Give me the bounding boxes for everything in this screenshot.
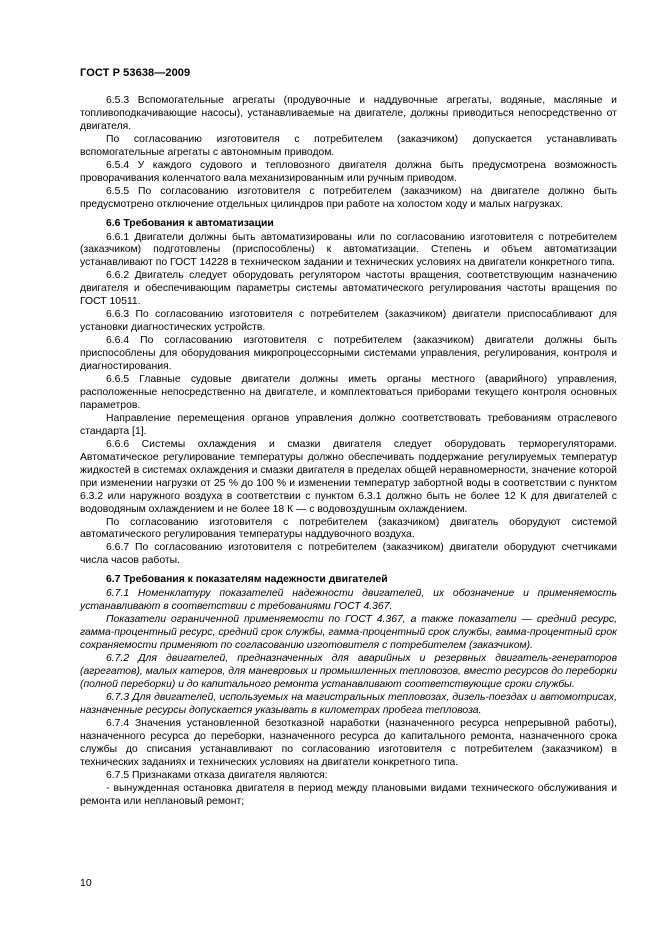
paragraph-6-6-1: 6.6.1 Двигатели должны быть автоматизированы или по согласованию изготовителя с потребителем (заказчиком) подготовлены (приспособлены) к автоматизации. Степень и объем автоматизации устанавливают по ГОСТ 14228 в техническом задании и технических условиях на двигатели конкретного типа. bbox=[80, 231, 617, 269]
page-number: 10 bbox=[80, 877, 92, 889]
paragraph-6-7-2: 6.7.2 Для двигателей, предназначенных для аварийных и резервных двигатель-генераторов (агрегатов), малых катеров, для маневровых и промышленных тепловозов, вместо ресурсов до переборки (полной переборки) и до капитального ремонта устанавливают соответствующие сроки службы. bbox=[80, 653, 617, 690]
paragraph-6-6-7: 6.6.7 По согласованию изготовителя с потребителем (заказчиком) двигатели оборудуют счетчиками числа часов работы. bbox=[80, 542, 617, 567]
paragraph-6-5-3: 6.5.3 Вспомогательные агрегаты (продувочные и наддувочные агрегаты, водяные, масляные и топливоподкачивающие насосы), устанавливаемые на двигателе, должны приводиться непосредственно от двигателя. bbox=[80, 95, 617, 132]
paragraph-6-6-4: 6.6.4 По согласованию изготовителя с потребителем (заказчиком) двигатели должны быть приспособлены для оборудования микропроцессорными системами управления, регулирования, контроля и диагностирования. bbox=[80, 335, 617, 373]
section-heading-6-6: 6.6 Требования к автоматизации bbox=[106, 217, 274, 229]
list-item-forced-stop: - вынужденная остановка двигателя в период между плановыми видами технического обслуживания и ремонта или неплановый ремонт; bbox=[80, 782, 617, 807]
paragraph-6-7-3: 6.7.3 Для двигателей, используемых на магистральных тепловозах, дизель-поездах и автомотрисах, назначенные ресурсы допускается указывать в километрах пробега тепловоза. bbox=[80, 691, 617, 716]
paragraph-6-5-4: 6.5.4 У каждого судового и тепловозного двигателя должна быть предусмотрена возможность проворачивания коленчатого вала механизированным или ручным приводом. bbox=[80, 159, 617, 184]
paragraph-6-5-3-note: По согласованию изготовителя с потребителем (заказчиком) допускается устанавливать вспомогательные агрегаты с автономным приводом. bbox=[80, 133, 617, 158]
paragraph-6-7-5: 6.7.5 Признаками отказа двигателя являются: bbox=[106, 769, 328, 781]
paragraph-6-5-5: 6.5.5 По согласованию изготовителя с потребителем (заказчиком) на двигателе должно быть предусмотрено отключение отдельных цилиндров при работе на холостом ходу и малых нагрузках. bbox=[80, 185, 617, 210]
paragraph-6-6-2: 6.6.2 Двигатель следует оборудовать регулятором частоты вращения, соответствующим назначению двигателя и обеспечивающим параметры системы автоматического регулирования частоты вращения по ГОСТ 10511. bbox=[80, 270, 617, 308]
paragraph-6-6-5-note: Направление перемещения органов управления должно соответствовать требованиям отраслевого стандарта [1]. bbox=[80, 412, 617, 437]
paragraph-6-6-6: 6.6.6 Системы охлаждения и смазки двигателя следует оборудовать терморегуляторами. Автоматическое регулирование температуры должно обеспечивать поддержание регулируемых температур жидкостей в системах охлаждения и смазки двигателя в пределах общей неравномерности, значение которой при изменении нагрузки от 25 % до 100 % и изменении температур забортной воды в соответствии с пунктом 6.3.2 или наружного воздуха в соответствии с пунктом 6.3.1 должно быть не более 12 К для двигателей с водоводяным охлаждением и не более 18 К — с водовоздушным охлаждением. bbox=[80, 438, 617, 515]
page-content bbox=[80, 95, 617, 808]
paragraph-6-6-3: 6.6.3 По согласованию изготовителя с потребителем (заказчиком) двигатели приспосабливают для установки диагностических устройств. bbox=[80, 309, 617, 334]
paragraph-6-6-6-note: По согласованию изготовителя с потребителем (заказчиком) двигатель оборудуют системой автоматического регулирования температуры наддувочного воздуха. bbox=[80, 516, 617, 541]
page-header: ГОСТ Р 53638—2009 bbox=[80, 67, 191, 79]
paragraph-6-7-1-note: Показатели ограниченной применяемости по ГОСТ 4.367, а также показатели — средний ресурс, гамма-процентный ресурс, средний срок службы, гамма-процентный срок службы, гамма-процентный срок сохраняемости применяют по согласованию изготовителя с потребителем (заказчиком). bbox=[80, 614, 617, 652]
paragraph-6-7-1: 6.7.1 Номенклатуру показателей надежности двигателей, их обозначение и применяемость устанавливают в соответствии с требованиями ГОСТ 4.367. bbox=[80, 588, 617, 613]
paragraph-6-6-5: 6.6.5 Главные судовые двигатели должны иметь органы местного (аварийного) управления, расположенные непосредственно на двигателе, и комплектоваться приборами текущего контроля основных параметров. bbox=[80, 374, 617, 411]
paragraph-6-7-4: 6.7.4 Значения установленной безотказной наработки (назначенного ресурса непрерывной работы), назначенного ресурса до переборки, назначенного ресурса до капитального ремонта, назначенного срока службы до списания устанавливают по согласованию изготовителя с потребителем (заказчиком) в технических заданиях и технических условиях на двигатели конкретного типа. bbox=[80, 717, 617, 768]
section-heading-6-7: 6.7 Требования к показателям надежности двигателей bbox=[106, 574, 388, 586]
